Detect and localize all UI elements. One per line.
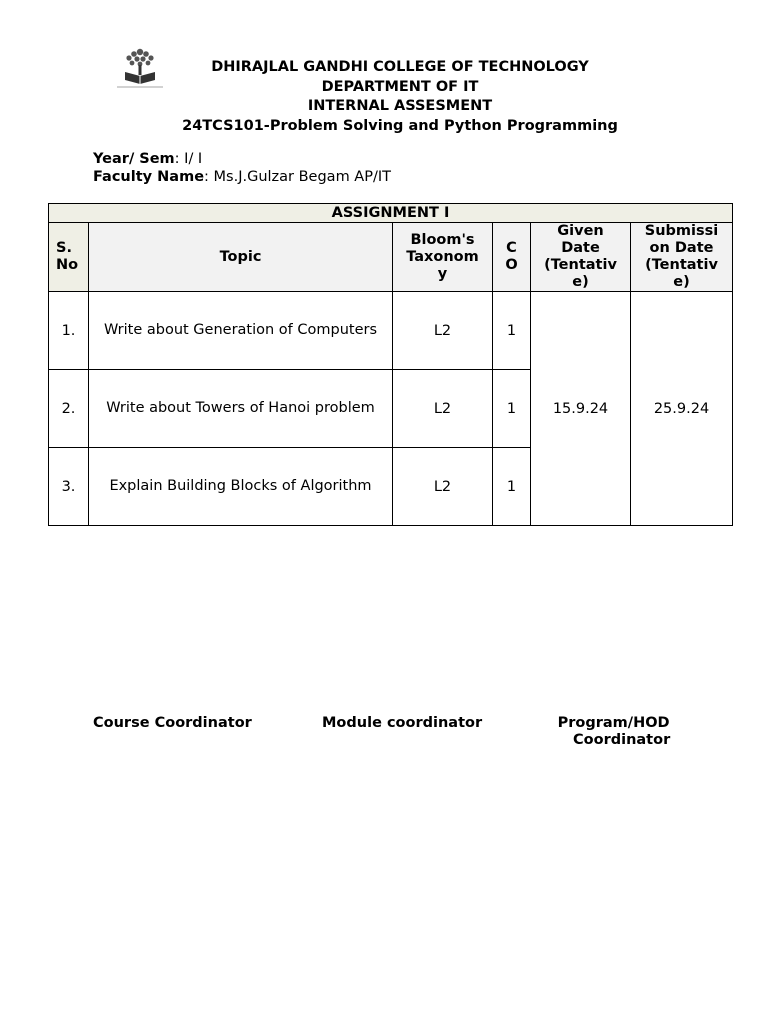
module-coordinator-signature: Module coordinator xyxy=(322,715,483,731)
column-header-submission-line: Submissi xyxy=(644,223,719,239)
row-blooms: L2 xyxy=(393,292,493,370)
column-header-sno xyxy=(49,223,89,292)
year-sem-label: Year/ Sem xyxy=(93,151,175,167)
column-header-submission-date xyxy=(631,223,733,292)
assignment-table xyxy=(48,203,733,526)
column-header-blooms-line: Taxonom xyxy=(406,248,479,265)
column-header-blooms-line: Bloom's xyxy=(410,231,475,248)
faculty-value: : Ms.J.Gulzar Begam AP/IT xyxy=(204,169,391,185)
row-co: 1 xyxy=(493,370,531,448)
given-date-cell: 15.9.24 xyxy=(531,292,631,526)
row-blooms: L2 xyxy=(393,448,493,526)
course-coordinator-signature: Course Coordinator xyxy=(93,715,252,731)
column-header-given-date xyxy=(531,223,631,292)
course-title: 24TCS101-Problem Solving and Python Programming xyxy=(182,117,618,134)
assignment-title: ASSIGNMENT I xyxy=(49,204,733,223)
year-sem-line xyxy=(93,151,202,167)
row-topic: Explain Building Blocks of Algorithm xyxy=(89,448,393,526)
row-co: 1 xyxy=(493,448,531,526)
table-header-row xyxy=(49,223,733,292)
program-hod-coordinator-signature xyxy=(557,715,670,749)
year-sem-value: : I/ I xyxy=(174,151,203,167)
department-name: DEPARTMENT OF IT xyxy=(321,78,479,95)
coordinator-line: Coordinator xyxy=(573,732,671,748)
faculty-line xyxy=(93,169,391,185)
column-header-sno-line: S. xyxy=(56,240,72,256)
column-header-given-line: e) xyxy=(572,274,589,290)
submission-date-cell: 25.9.24 xyxy=(631,292,733,526)
faculty-label: Faculty Name xyxy=(93,169,205,185)
column-header-topic: Topic xyxy=(89,223,393,292)
column-header-submission-line: on Date xyxy=(649,240,714,256)
document-header xyxy=(140,58,660,136)
column-header-given-line: Date xyxy=(561,240,600,256)
column-header-co-line: O xyxy=(505,257,518,273)
column-header-given-line: (Tentativ xyxy=(544,257,617,273)
column-header-given-line: Given xyxy=(557,223,604,239)
column-header-submission-line: e) xyxy=(673,274,690,290)
table-row xyxy=(49,292,733,370)
row-sno: 2. xyxy=(49,370,89,448)
column-header-sno-line: No xyxy=(56,257,79,273)
column-header-submission-line: (Tentativ xyxy=(645,257,718,273)
row-blooms: L2 xyxy=(393,370,493,448)
row-co: 1 xyxy=(493,292,531,370)
column-header-co-line: C xyxy=(506,240,517,256)
row-sno: 3. xyxy=(49,448,89,526)
row-topic: Write about Generation of Computers xyxy=(89,292,393,370)
row-sno: 1. xyxy=(49,292,89,370)
row-topic: Write about Towers of Hanoi problem xyxy=(89,370,393,448)
column-header-blooms-line: y xyxy=(437,265,448,282)
college-name: DHIRAJLAL GANDHI COLLEGE OF TECHNOLOGY xyxy=(211,59,589,75)
exam-title: INTERNAL ASSESMENT xyxy=(307,98,493,114)
column-header-co xyxy=(493,223,531,292)
program-hod-line: Program/HOD xyxy=(557,715,670,731)
table-title-row xyxy=(49,204,733,223)
column-header-blooms xyxy=(393,223,493,292)
